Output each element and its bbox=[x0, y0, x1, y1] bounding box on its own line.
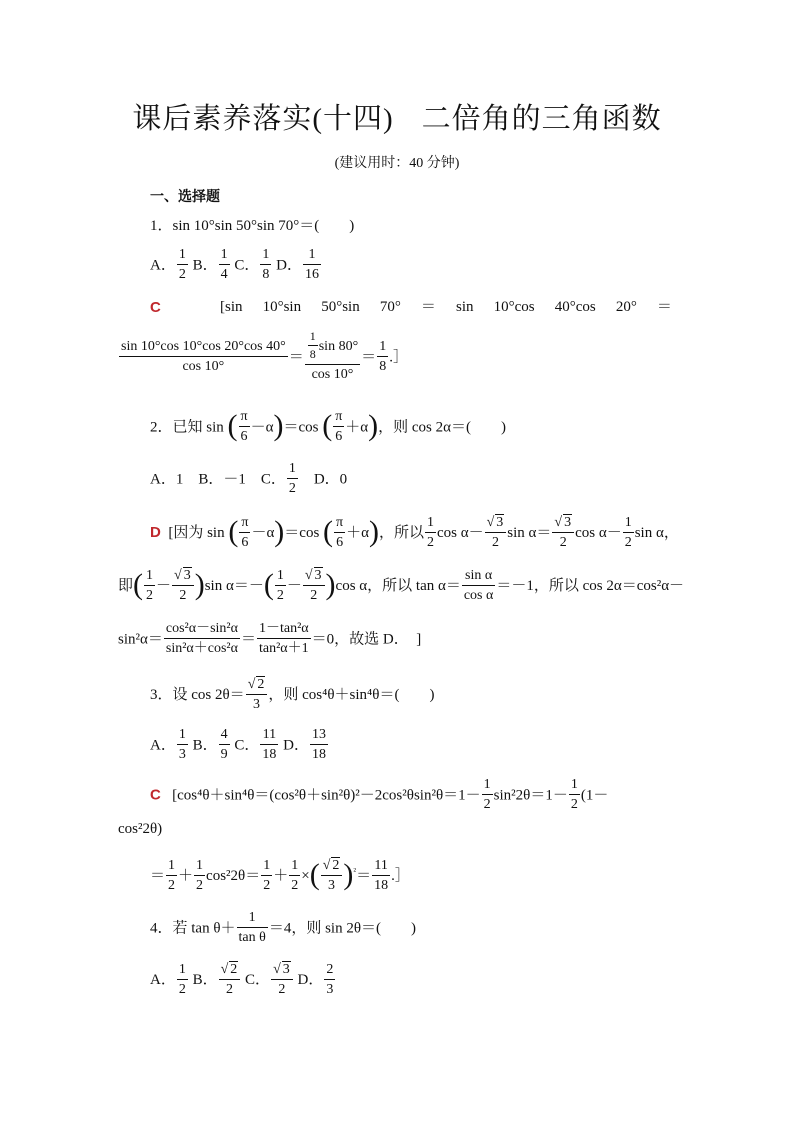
q2-stem: 2．已知 sin ( $\frac{\pi}{6}$ －α)＝cos ( $\frac{\pi}{6}$ ＋α)，则 cos 2α＝( ) bbox=[150, 409, 506, 445]
page-title bbox=[0, 96, 794, 137]
section-heading: 一、选择题 bbox=[150, 189, 220, 205]
q1-stem: 1．sin 10°sin 50°sin 70°＝( ) bbox=[150, 218, 355, 234]
q2-solution-line1: D [因为 sin ( $\frac{\pi}{6}$ －α)＝cos ( $\frac{\pi}{6}$ ＋α)，所以 $\frac{1}{2}$ cos α－ $\frac{√ 3}{2}$ sin α＝ $\frac{√ 3}{2}$ cos α－ $\frac{1}{2}$ sin α， bbox=[150, 514, 679, 551]
q1-answer-letter: C bbox=[150, 299, 161, 316]
time-suggestion: (建议用时：40 分钟) bbox=[334, 156, 460, 171]
q1-option-c-frac: $\frac{1}{8}$ bbox=[262, 247, 270, 283]
q2-solution-line2: 即( $\frac{1}{2}$ － $\frac{√ 3}{2}$ )sin α＝－( $\frac{1}{2}$ － $\frac{√ 3}{2}$ )cos α，所以 tan α＝ $\frac{\text{sin α}}{\text{cos α}}$ ＝－1，所以 cos 2α＝cos²α－ bbox=[118, 567, 685, 604]
q3-solution-line3: ＝ $\frac{1}{2}$ ＋ $\frac{1}{2}$ cos²2θ＝ $\frac{1}{2}$ ＋ $\frac{1}{2}$ ×( $\frac{√ 2}{3}$ )$^{^2}$＝ $\frac{11}{18}$ .］ bbox=[150, 857, 410, 894]
q1-solution-line1: [sin 10°sin 50°sin 70° ＝ sin 10°cos 40°cos 20° ＝ bbox=[220, 299, 672, 315]
q2-options: A．1 B．－1 C． $\frac{1}{2}$ D．0 bbox=[150, 461, 348, 497]
q3-stem: 3．设 cos 2θ＝ $\frac{√ 2}{3}$ ，则 cos⁴θ＋sin⁴θ＝( ) bbox=[150, 677, 435, 713]
q2-solution-line3: sin²α＝ $\frac{\text{cos²α－sin²α}}{\text{sin²α＋cos²α}}$ ＝ $\frac{\text{1－tan²α}}{\text{tan²α＋1}}$ ＝0，故选 D． ] bbox=[118, 621, 422, 657]
q3-options: A． $\frac{1}{3}$ B． $\frac{4}{9}$ C． $\frac{11}{18}$ D． $\frac{13}{18}$ bbox=[150, 727, 326, 763]
q1-option-d-frac: $\frac{1}{16}$ bbox=[304, 247, 319, 283]
title-sub: 二倍角的三角函数 bbox=[421, 103, 662, 135]
q1-option-a-frac: $\frac{1}{2}$ bbox=[178, 247, 186, 283]
q3-solution-line2: cos²2θ) bbox=[118, 821, 163, 837]
q1-option-b-frac: $\frac{1}{4}$ bbox=[220, 247, 228, 283]
title-main: 课后素养落实(十四) bbox=[132, 103, 394, 135]
q4-options: A． $\frac{1}{2}$ B． $\frac{√ 2}{2}$ C． $\frac{√ 3}{2}$ D． $\frac{2}{3}$ bbox=[150, 961, 334, 998]
q1-solution-line2: $\frac{\sin 10^\circ\cos 10^\circ\cos 20^\circ\cos 40^\circ}{\cos 10^\circ}$ ＝ $\frac{1}{8}$ sin 80° cos 10° ＝ $\frac{1}{8}$ .］ bbox=[121, 329, 408, 383]
q1-options: A． $\frac{1}{2}$ B． $\frac{1}{4}$ C． $\frac{1}{8}$ D． $\frac{1}{16}$ bbox=[150, 247, 319, 283]
q4-stem: 4．若 tan θ＋ $\frac{1}{\text{tan θ}}$ ＝4，则 sin 2θ＝( ) bbox=[150, 910, 417, 946]
q3-solution-line1: C [cos⁴θ＋sin⁴θ＝(cos²θ＋sin²θ)²－2cos²θsin²θ＝1－ $\frac{1}{2}$ sin²2θ＝1－ $\frac{1}{2}$ (1－ bbox=[150, 777, 609, 813]
